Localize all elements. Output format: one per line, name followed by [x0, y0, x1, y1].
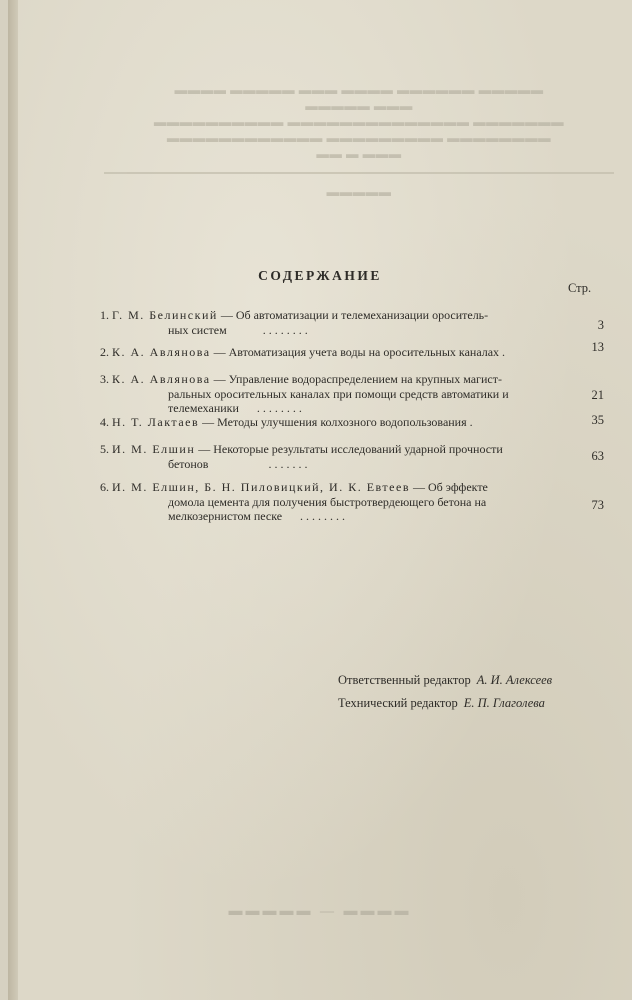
entry-title-line: — Управление водораспределением на крупных магист- [210, 372, 502, 386]
responsible-editor [338, 673, 552, 688]
page-edge-shadow [8, 0, 18, 1000]
entry-number: 5. [100, 442, 109, 456]
responsible-editor-name: А. И. Алексеев [476, 673, 553, 687]
entry-number: 3. [100, 372, 109, 386]
entry-page-number: 13 [591, 340, 604, 354]
entry-title-line: мелкозернистом песке [168, 509, 283, 523]
entry-leader-dots: . . . . . . . . [300, 509, 346, 523]
entry-author: Н. Т. Лактаев [112, 415, 200, 429]
toc-heading: СОДЕРЖАНИЕ [258, 268, 382, 283]
toc-entry-2 [100, 345, 582, 360]
entry-page-number: 21 [591, 388, 604, 402]
toc-entry-1 [100, 308, 582, 337]
entry-page-number: 3 [597, 318, 604, 332]
entry-title-line: телемеханики [168, 401, 239, 415]
entry-title-line: — Об автоматизации и телемеханизации ороситель- [217, 308, 489, 322]
toc-entry-5 [100, 442, 582, 471]
entry-title-line: ральных оросительных каналах при помощи средств автоматики и [168, 386, 509, 401]
technical-editor-name: Е. П. Глаголева [463, 696, 545, 710]
toc-entry-3 [100, 372, 582, 416]
entry-page-number: 73 [591, 498, 604, 512]
entry-page-number: 63 [591, 449, 604, 463]
document-page [8, 0, 632, 1000]
page-column-label: Стр. [568, 281, 592, 295]
entry-author: И. М. Елшин, Б. Н. Пиловицкий, И. К. Евтеев [112, 480, 410, 494]
entry-title-line: — Об эффекте [409, 480, 488, 494]
entry-title-line: ных систем [168, 322, 227, 337]
entry-title-line: бетонов [168, 456, 209, 471]
toc-entry-6 [100, 480, 582, 524]
entry-number: 6. [100, 480, 109, 494]
entry-number: 1. [100, 308, 109, 322]
entry-leader-dots: . . . . . . . [268, 456, 308, 471]
technical-editor [338, 696, 545, 711]
responsible-editor-label: Ответственный редактор [338, 673, 471, 687]
reverse-side-bleed-through-bottom: ▬▬▬▬▬ — ▬▬▬▬ [228, 904, 412, 919]
entry-author: Г. М. Белинский [112, 308, 218, 322]
entry-title-line: — Методы улучшения колхозного водопользования . [199, 415, 473, 429]
entry-author: К. А. Авлянова [112, 345, 211, 359]
entry-author: И. М. Елшин [112, 442, 196, 456]
entry-page-number: 35 [591, 413, 604, 427]
entry-author: К. А. Авлянова [112, 372, 211, 386]
entry-title-line: — Автоматизация учета воды на оросительных каналах . [210, 345, 506, 359]
toc-entry-4 [100, 415, 582, 430]
reverse-side-bleed-through: ▬▬▬▬ ▬▬▬▬▬ ▬▬▬ ▬▬▬▬ ▬▬▬▬▬▬ ▬▬▬▬▬ ▬▬▬▬▬ ▬▬▬ ▬▬▬▬▬▬▬▬▬▬ ▬▬▬▬▬▬▬▬▬▬▬▬▬▬ ▬▬▬▬▬▬▬ ▬▬▬▬▬▬▬▬▬▬▬▬ ▬▬▬▬▬▬▬▬▬ ▬▬▬▬▬▬▬▬ ▬▬ ▬ ▬▬▬ ▬▬▬▬▬ [104, 82, 614, 292]
entry-leader-dots: . . . . . . . . [256, 401, 302, 415]
entry-number: 4. [100, 415, 109, 429]
entry-number: 2. [100, 345, 109, 359]
technical-editor-label: Технический редактор [338, 696, 458, 710]
entry-title-line: — Некоторые результаты исследований ударной прочности [195, 442, 503, 456]
entry-title-line: домола цемента для получения быстротвердеющего бетона на [168, 494, 487, 509]
entry-leader-dots: . . . . . . . . [262, 322, 308, 337]
